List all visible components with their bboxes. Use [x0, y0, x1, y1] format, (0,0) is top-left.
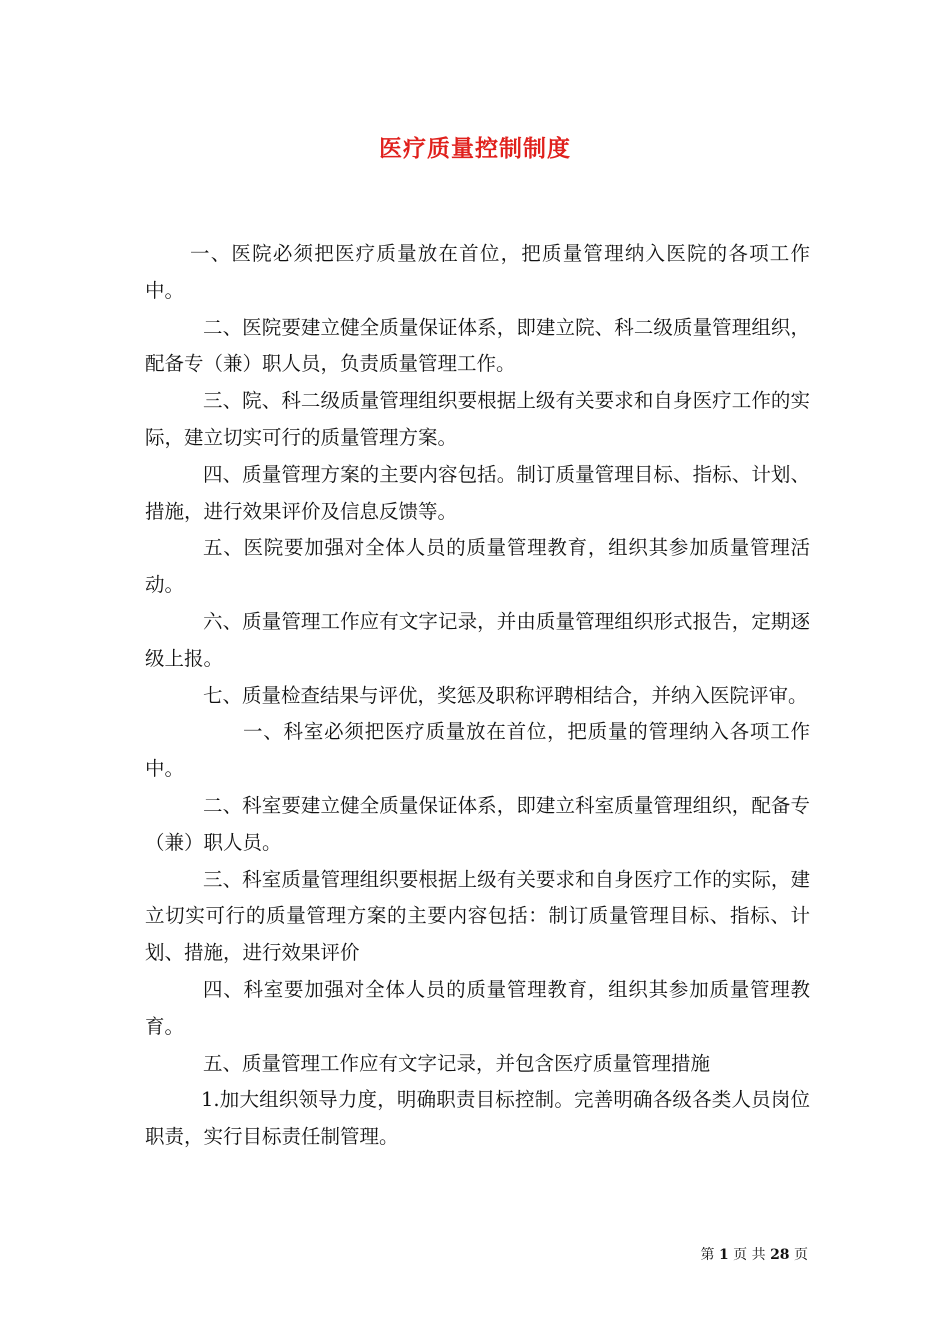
- paragraph: 二、科室要建立健全质量保证体系，即建立科室质量管理组织，配备专（兼）职人员。: [145, 793, 810, 854]
- paragraph: 三、科室质量管理组织要根据上级有关要求和自身医疗工作的实际，建立切实可行的质量管理方案的主要内容包括：制订质量管理目标、指标、计划、措施，进行效果评价: [145, 867, 810, 965]
- footer-suffix: 页: [794, 1247, 808, 1263]
- paragraph: 一、医院必须把医疗质量放在首位，把质量管理纳入医院的各项工作中。: [145, 242, 810, 302]
- page-number-footer: [701, 1246, 809, 1264]
- paragraph: 1.加大组织领导力度，明确职责目标控制。完善明确各级各类人员岗位职责，实行目标责任制管理。: [145, 1088, 810, 1149]
- paragraph: 四、质量管理方案的主要内容包括。制订质量管理目标、指标、计划、措施，进行效果评价及信息反馈等。: [145, 462, 810, 523]
- paragraph: 七、质量检查结果与评优，奖惩及职称评聘相结合，并纳入医院评审。: [203, 683, 808, 707]
- document-body: [145, 236, 810, 1156]
- paragraph: 五、质量管理工作应有文字记录，并包含医疗质量管理措施: [203, 1051, 711, 1075]
- footer-prefix: 第: [700, 1247, 715, 1263]
- paragraph: 二、医院要建立健全质量保证体系，即建立院、科二级质量管理组织，配备专（兼）职人员，负责质量管理工作。: [145, 315, 810, 376]
- paragraph: 三、院、科二级质量管理组织要根据上级有关要求和自身医疗工作的实际，建立切实可行的质量管理方案。: [145, 389, 810, 449]
- paragraph: 一、科室必须把医疗质量放在首位，把质量的管理纳入各项工作中。: [145, 720, 810, 781]
- paragraph: 五、医院要加强对全体人员的质量管理教育，组织其参加质量管理活动。: [145, 536, 810, 597]
- current-page-number: 1: [718, 1247, 729, 1263]
- paragraph: 四、科室要加强对全体人员的质量管理教育，组织其参加质量管理教育。: [145, 977, 810, 1038]
- total-pages-number: 28: [770, 1247, 790, 1263]
- paragraph: 六、质量管理工作应有文字记录，并由质量管理组织形式报告，定期逐级上报。: [145, 609, 810, 670]
- document-title: 医疗质量控制制度: [379, 135, 571, 162]
- footer-middle: 页 共: [733, 1247, 766, 1263]
